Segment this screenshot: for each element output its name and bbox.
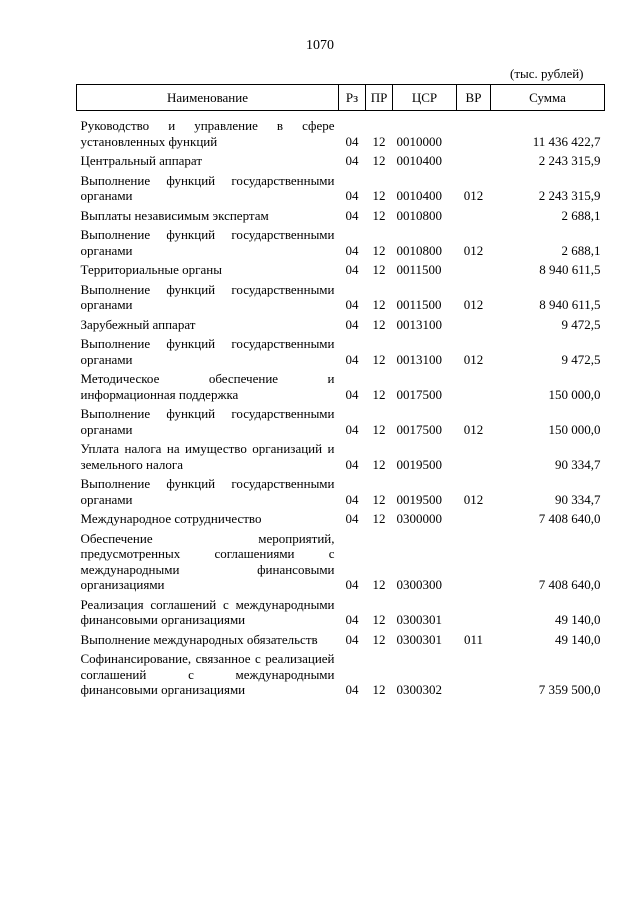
table-row	[77, 404, 605, 439]
row-sum: 90 334,7	[555, 456, 601, 472]
header-name: Наименование	[77, 85, 339, 111]
table-row	[77, 474, 605, 509]
row-vr: 011	[463, 631, 484, 647]
table-row	[77, 595, 605, 630]
row-csr: 0011500	[396, 262, 442, 277]
row-csr: 0019500	[396, 456, 442, 472]
row-csr: 0011500	[396, 297, 442, 312]
row-pr: 12	[372, 491, 386, 507]
row-pr: 12	[372, 631, 386, 647]
table-row	[77, 509, 605, 529]
row-name: Выплаты независимым экспертам	[80, 207, 269, 223]
row-pr: 12	[372, 682, 386, 697]
row-pr: 12	[372, 262, 386, 277]
row-sum: 9 472,5	[561, 351, 601, 367]
row-name: Выполнение функций государственными органами	[80, 406, 335, 437]
row-rz: 04	[345, 511, 359, 526]
row-sum: 7 408 640,0	[538, 511, 601, 526]
row-name: Выполнение функций государственными органами	[80, 476, 335, 507]
table-row	[77, 225, 605, 260]
row-name: Софинансирование, связанное с реализацией соглашений с международными финансовыми организациями	[80, 651, 335, 697]
row-pr: 12	[372, 386, 386, 402]
row-csr: 0300301	[396, 612, 442, 627]
table-row	[77, 171, 605, 206]
row-name: Реализация соглашений с международными финансовыми организациями	[80, 596, 335, 627]
row-sum: 2 243 315,9	[538, 188, 601, 203]
row-sum: 2 243 315,9	[538, 153, 601, 168]
row-vr: 012	[463, 188, 484, 203]
row-rz: 04	[345, 491, 359, 507]
row-csr: 0300300	[396, 577, 442, 592]
row-rz: 04	[345, 133, 359, 149]
table-header-row	[77, 85, 605, 111]
row-rz: 04	[345, 242, 359, 258]
row-vr	[457, 529, 491, 595]
row-name: Выполнение функций государственными органами	[80, 336, 335, 367]
row-vr: 012	[463, 421, 484, 437]
row-sum: 2 688,1	[561, 242, 601, 258]
table-row	[77, 151, 605, 171]
row-vr: 012	[463, 491, 484, 507]
page-number: 1070	[306, 38, 334, 53]
row-rz: 04	[345, 188, 359, 203]
row-vr	[457, 649, 491, 700]
row-csr: 0013100	[396, 351, 442, 367]
row-vr	[457, 206, 491, 226]
table-row	[77, 206, 605, 226]
row-sum: 49 140,0	[555, 612, 601, 627]
row-rz: 04	[345, 386, 359, 402]
row-name: Международное сотрудничество	[80, 511, 262, 526]
row-sum: 90 334,7	[555, 491, 601, 507]
row-sum: 150 000,0	[548, 386, 601, 402]
row-name: Обеспечение мероприятий, предусмотренных соглашениями с международными финансовыми организациями	[80, 530, 335, 592]
row-rz: 04	[345, 262, 359, 277]
table-row	[77, 439, 605, 474]
table-row	[77, 529, 605, 595]
row-sum: 9 472,5	[561, 316, 601, 332]
row-csr: 0300000	[396, 511, 442, 526]
row-sum: 8 940 611,5	[539, 297, 601, 312]
row-csr: 0300302	[396, 682, 442, 697]
row-csr: 0300301	[396, 631, 442, 647]
row-csr: 0010000	[396, 133, 442, 149]
row-name: Выполнение функций государственными органами	[80, 172, 335, 203]
row-name: Выполнение функций государственными органами	[80, 281, 335, 312]
table-row	[77, 369, 605, 404]
row-sum: 7 359 500,0	[538, 682, 601, 697]
row-vr	[457, 369, 491, 404]
row-name: Зарубежный аппарат	[80, 316, 196, 332]
row-pr: 12	[372, 577, 386, 592]
budget-table	[76, 84, 605, 700]
header-vr: ВР	[457, 85, 491, 111]
row-pr: 12	[372, 612, 386, 627]
row-csr: 0010800	[396, 242, 442, 258]
header-csr: ЦСР	[393, 85, 457, 111]
row-rz: 04	[345, 456, 359, 472]
row-vr	[457, 111, 491, 152]
row-rz: 04	[345, 682, 359, 697]
row-csr: 0010400	[396, 153, 442, 168]
row-pr: 12	[372, 297, 386, 312]
row-vr: 012	[463, 242, 484, 258]
row-vr	[457, 509, 491, 529]
row-sum: 2 688,1	[561, 207, 601, 223]
row-pr: 12	[372, 207, 386, 223]
header-sum: Сумма	[491, 85, 605, 111]
row-pr: 12	[372, 242, 386, 258]
table-row	[77, 315, 605, 335]
row-vr: 012	[463, 297, 484, 312]
row-csr: 0010800	[396, 207, 442, 223]
row-sum: 150 000,0	[548, 421, 601, 437]
row-rz: 04	[345, 351, 359, 367]
table-row	[77, 280, 605, 315]
row-sum: 8 940 611,5	[539, 262, 601, 277]
row-rz: 04	[345, 631, 359, 647]
row-rz: 04	[345, 297, 359, 312]
row-rz: 04	[345, 612, 359, 627]
row-csr: 0017500	[396, 421, 442, 437]
row-vr	[457, 439, 491, 474]
row-sum: 7 408 640,0	[538, 577, 601, 592]
header-rz: Рз	[339, 85, 366, 111]
table-row	[77, 649, 605, 700]
table-row	[77, 630, 605, 650]
row-rz: 04	[345, 153, 359, 168]
row-pr: 12	[372, 351, 386, 367]
table-row	[77, 111, 605, 152]
row-vr	[457, 595, 491, 630]
row-csr: 0019500	[396, 491, 442, 507]
row-pr: 12	[372, 421, 386, 437]
row-name: Методическое обеспечение и информационная поддержка	[80, 371, 335, 402]
row-pr: 12	[372, 316, 386, 332]
row-csr: 0017500	[396, 386, 442, 402]
table-row	[77, 334, 605, 369]
row-name: Центральный аппарат	[80, 153, 203, 168]
row-name: Выполнение международных обязательств	[80, 631, 318, 647]
row-rz: 04	[345, 207, 359, 223]
row-name: Руководство и управление в сфере установленных функций	[80, 118, 335, 149]
row-csr: 0010400	[396, 188, 442, 203]
row-pr: 12	[372, 511, 386, 526]
row-name: Уплата налога на имущество организаций и земельного налога	[80, 441, 335, 472]
row-rz: 04	[345, 316, 359, 332]
row-vr	[457, 260, 491, 280]
row-pr: 12	[372, 133, 386, 149]
row-pr: 12	[372, 153, 386, 168]
row-vr	[457, 151, 491, 171]
header-pr: ПР	[366, 85, 393, 111]
row-sum: 11 436 422,7	[532, 133, 601, 149]
row-rz: 04	[345, 577, 359, 592]
row-name: Выполнение функций государственными органами	[80, 227, 335, 258]
row-vr: 012	[463, 351, 484, 367]
row-vr	[457, 315, 491, 335]
row-csr: 0013100	[396, 316, 442, 332]
row-pr: 12	[372, 188, 386, 203]
table-row	[77, 260, 605, 280]
row-pr: 12	[372, 456, 386, 472]
row-name: Территориальные органы	[80, 262, 222, 277]
row-sum: 49 140,0	[555, 631, 601, 647]
units-label: (тыс. рублей)	[510, 66, 584, 81]
row-rz: 04	[345, 421, 359, 437]
